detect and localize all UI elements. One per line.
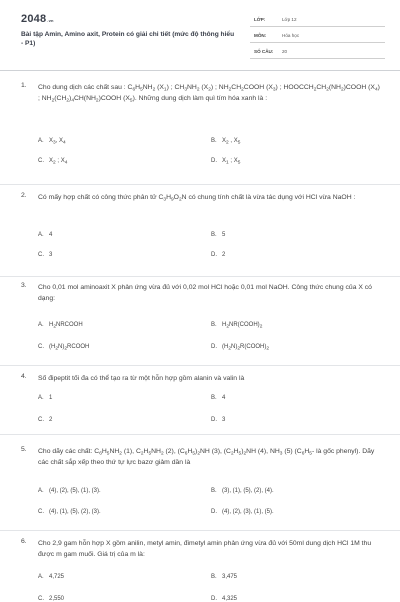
meta-row-count — [250, 46, 385, 59]
question-separator — [0, 184, 400, 185]
option-text: 4,725 — [49, 574, 65, 580]
answer-option-b[interactable] — [211, 232, 225, 238]
answer-option-b[interactable] — [211, 322, 262, 328]
answer-option-b[interactable] — [211, 574, 237, 580]
option-letter: C. — [38, 509, 44, 515]
meta-label: LỚP: — [254, 17, 266, 22]
answer-option-b[interactable] — [211, 488, 274, 494]
question-number: 2. — [21, 192, 27, 199]
answer-option-d[interactable] — [211, 158, 240, 164]
option-text: (4), (2), (3), (1), (5). — [222, 509, 274, 515]
question-separator — [0, 530, 400, 531]
option-text: 4,325 — [222, 596, 238, 602]
header-divider — [0, 70, 400, 71]
question-number: 3. — [21, 282, 27, 289]
option-text: (4), (1), (5), (2), (3). — [49, 509, 101, 515]
answer-option-c[interactable] — [38, 509, 101, 515]
question-separator — [0, 365, 400, 366]
option-letter: B. — [211, 322, 217, 328]
option-letter: D. — [211, 252, 217, 258]
option-letter: B. — [211, 574, 217, 580]
option-letter: D. — [211, 344, 217, 350]
meta-panel — [250, 14, 385, 62]
option-text: 2,550 — [49, 596, 65, 602]
option-letter: C. — [38, 344, 44, 350]
answer-option-b[interactable] — [211, 395, 225, 401]
answer-option-c[interactable] — [38, 344, 89, 350]
site-logo[interactable]: 2048.vn — [21, 13, 54, 25]
option-letter: C. — [38, 417, 44, 423]
logo-suffix: .vn — [47, 18, 54, 23]
question-number: 5. — [21, 446, 27, 453]
option-text: 5 — [222, 232, 226, 238]
option-letter: B. — [211, 488, 217, 494]
option-text: 1 — [49, 395, 53, 401]
option-text: $X_1$ ; $X_5$ — [222, 158, 241, 166]
option-text: (4), (2), (5), (1), (3). — [49, 488, 101, 494]
option-text: 4 — [49, 232, 53, 238]
option-letter: C. — [38, 158, 44, 164]
option-letter: C. — [38, 596, 44, 602]
question-text: Cho dung dịch các chất sau : $C_6H_5NH_2$ $(X_1)$ ; $CH_3NH_2$ $(X_2)$ ; $NH_2CH_2COOH$ $(X_3)$ ; $HOOCCH_2CH_2(NH_2)COOH$ $(X_4)$ ; $NH_2(CH_2)_4CH(NH_2)COOH$ $(X_5)$. Những dung dịch làm quì tím hóa xanh là : — [38, 84, 380, 104]
answer-option-d[interactable] — [211, 509, 274, 515]
option-letter: A. — [38, 322, 44, 328]
option-text: 3 — [49, 252, 53, 258]
option-text: $(H_2N)_2RCOOH$ — [49, 344, 90, 352]
option-letter: D. — [211, 417, 217, 423]
answer-option-d[interactable] — [211, 344, 269, 350]
meta-row-class — [250, 14, 385, 27]
question-text: Có mấy hợp chất có công thức phân tử $C_3H_9O_2N$ có chung tính chất là vừa tác dụng với HCl vừa NaOH : — [38, 194, 356, 203]
option-text: $(H_2N)_2R(COOH)_2$ — [222, 344, 270, 352]
option-letter: D. — [211, 596, 217, 602]
answer-option-d[interactable] — [211, 417, 225, 423]
answer-option-a[interactable] — [38, 395, 52, 401]
question-text: Cho 2,9 gam hỗn hợp X gồm anilin, metyl amin, đimetyl amin phản ứng vừa đủ với 50ml dung dịch HCl 1M thu được m gam muối. Giá trị của m là: — [38, 540, 372, 558]
answer-option-a[interactable] — [38, 322, 83, 328]
option-text: $X_2$ , $X_5$ — [222, 138, 241, 146]
option-letter: C. — [38, 252, 44, 258]
question-separator — [0, 434, 400, 435]
answer-option-d[interactable] — [211, 252, 225, 258]
meta-row-subject — [250, 30, 385, 43]
option-text: $H_2NRCOOH$ — [49, 322, 83, 330]
question-separator — [0, 276, 400, 277]
option-letter: A. — [38, 488, 44, 494]
option-letter: A. — [38, 138, 44, 144]
page-header — [0, 0, 400, 64]
answer-option-d[interactable] — [211, 596, 237, 602]
option-text: (3), (1), (5), (2), (4). — [222, 488, 274, 494]
option-text: 3,475 — [222, 574, 238, 580]
question-number: 1. — [21, 82, 27, 89]
option-letter: D. — [211, 158, 217, 164]
answer-option-c[interactable] — [38, 417, 52, 423]
question-text: Số đipeptit tối đa có thể tạo ra từ một hỗn hợp gồm alanin và valin là — [38, 375, 245, 382]
option-text: 2 — [49, 417, 53, 423]
question-number: 4. — [21, 373, 27, 380]
option-text: $H_2NR(COOH)_2$ — [222, 322, 263, 330]
option-text: 2 — [222, 252, 226, 258]
meta-value: 20 — [282, 49, 288, 54]
option-letter: B. — [211, 232, 217, 238]
question-text: Cho dãy các chất: $C_6H_5NH_2$ (1), $C_2H_5NH_2$ (2), $(C_6H_5)_2NH$ (3), $(C_2H_5)_2NH$ (4), $NH_3$ (5) ($C_6H_5-$ là gốc phenyl). Dãy các chất sắp xếp theo thứ tự lực bazơ giảm dần là — [38, 448, 375, 466]
meta-value: Lớp 12 — [282, 17, 297, 22]
answer-option-a[interactable] — [38, 138, 66, 144]
answer-option-a[interactable] — [38, 574, 64, 580]
question-text: Cho 0,01 mol aminoaxit X phản ứng vừa đủ với 0,02 mol HCl hoặc 0,01 mol NaOH. Công thức chung của X có dạng: — [38, 284, 372, 302]
option-letter: B. — [211, 395, 217, 401]
option-text: 4 — [222, 395, 226, 401]
option-letter: D. — [211, 509, 217, 515]
option-letter: A. — [38, 395, 44, 401]
answer-option-c[interactable] — [38, 252, 52, 258]
answer-option-a[interactable] — [38, 232, 52, 238]
meta-value: Hóa học — [282, 33, 300, 38]
answer-option-a[interactable] — [38, 488, 101, 494]
answer-option-b[interactable] — [211, 138, 240, 144]
answer-option-c[interactable] — [38, 158, 67, 164]
option-text: 3 — [222, 417, 226, 423]
document-title: Bài tập Amin, Amino axit, Protein có giải chi tiết (mức độ thông hiểu - P1) — [21, 31, 235, 47]
option-text: $X_2$ ; $X_4$ — [49, 158, 68, 166]
question-number: 6. — [21, 538, 27, 545]
answer-option-c[interactable] — [38, 596, 64, 602]
option-letter: A. — [38, 232, 44, 238]
option-letter: B. — [211, 138, 217, 144]
option-letter: A. — [38, 574, 44, 580]
meta-label: MÔN: — [254, 33, 267, 38]
option-text: $X_3$, $X_4$ — [49, 138, 66, 146]
meta-label: SỐ CÂU: — [254, 49, 274, 54]
